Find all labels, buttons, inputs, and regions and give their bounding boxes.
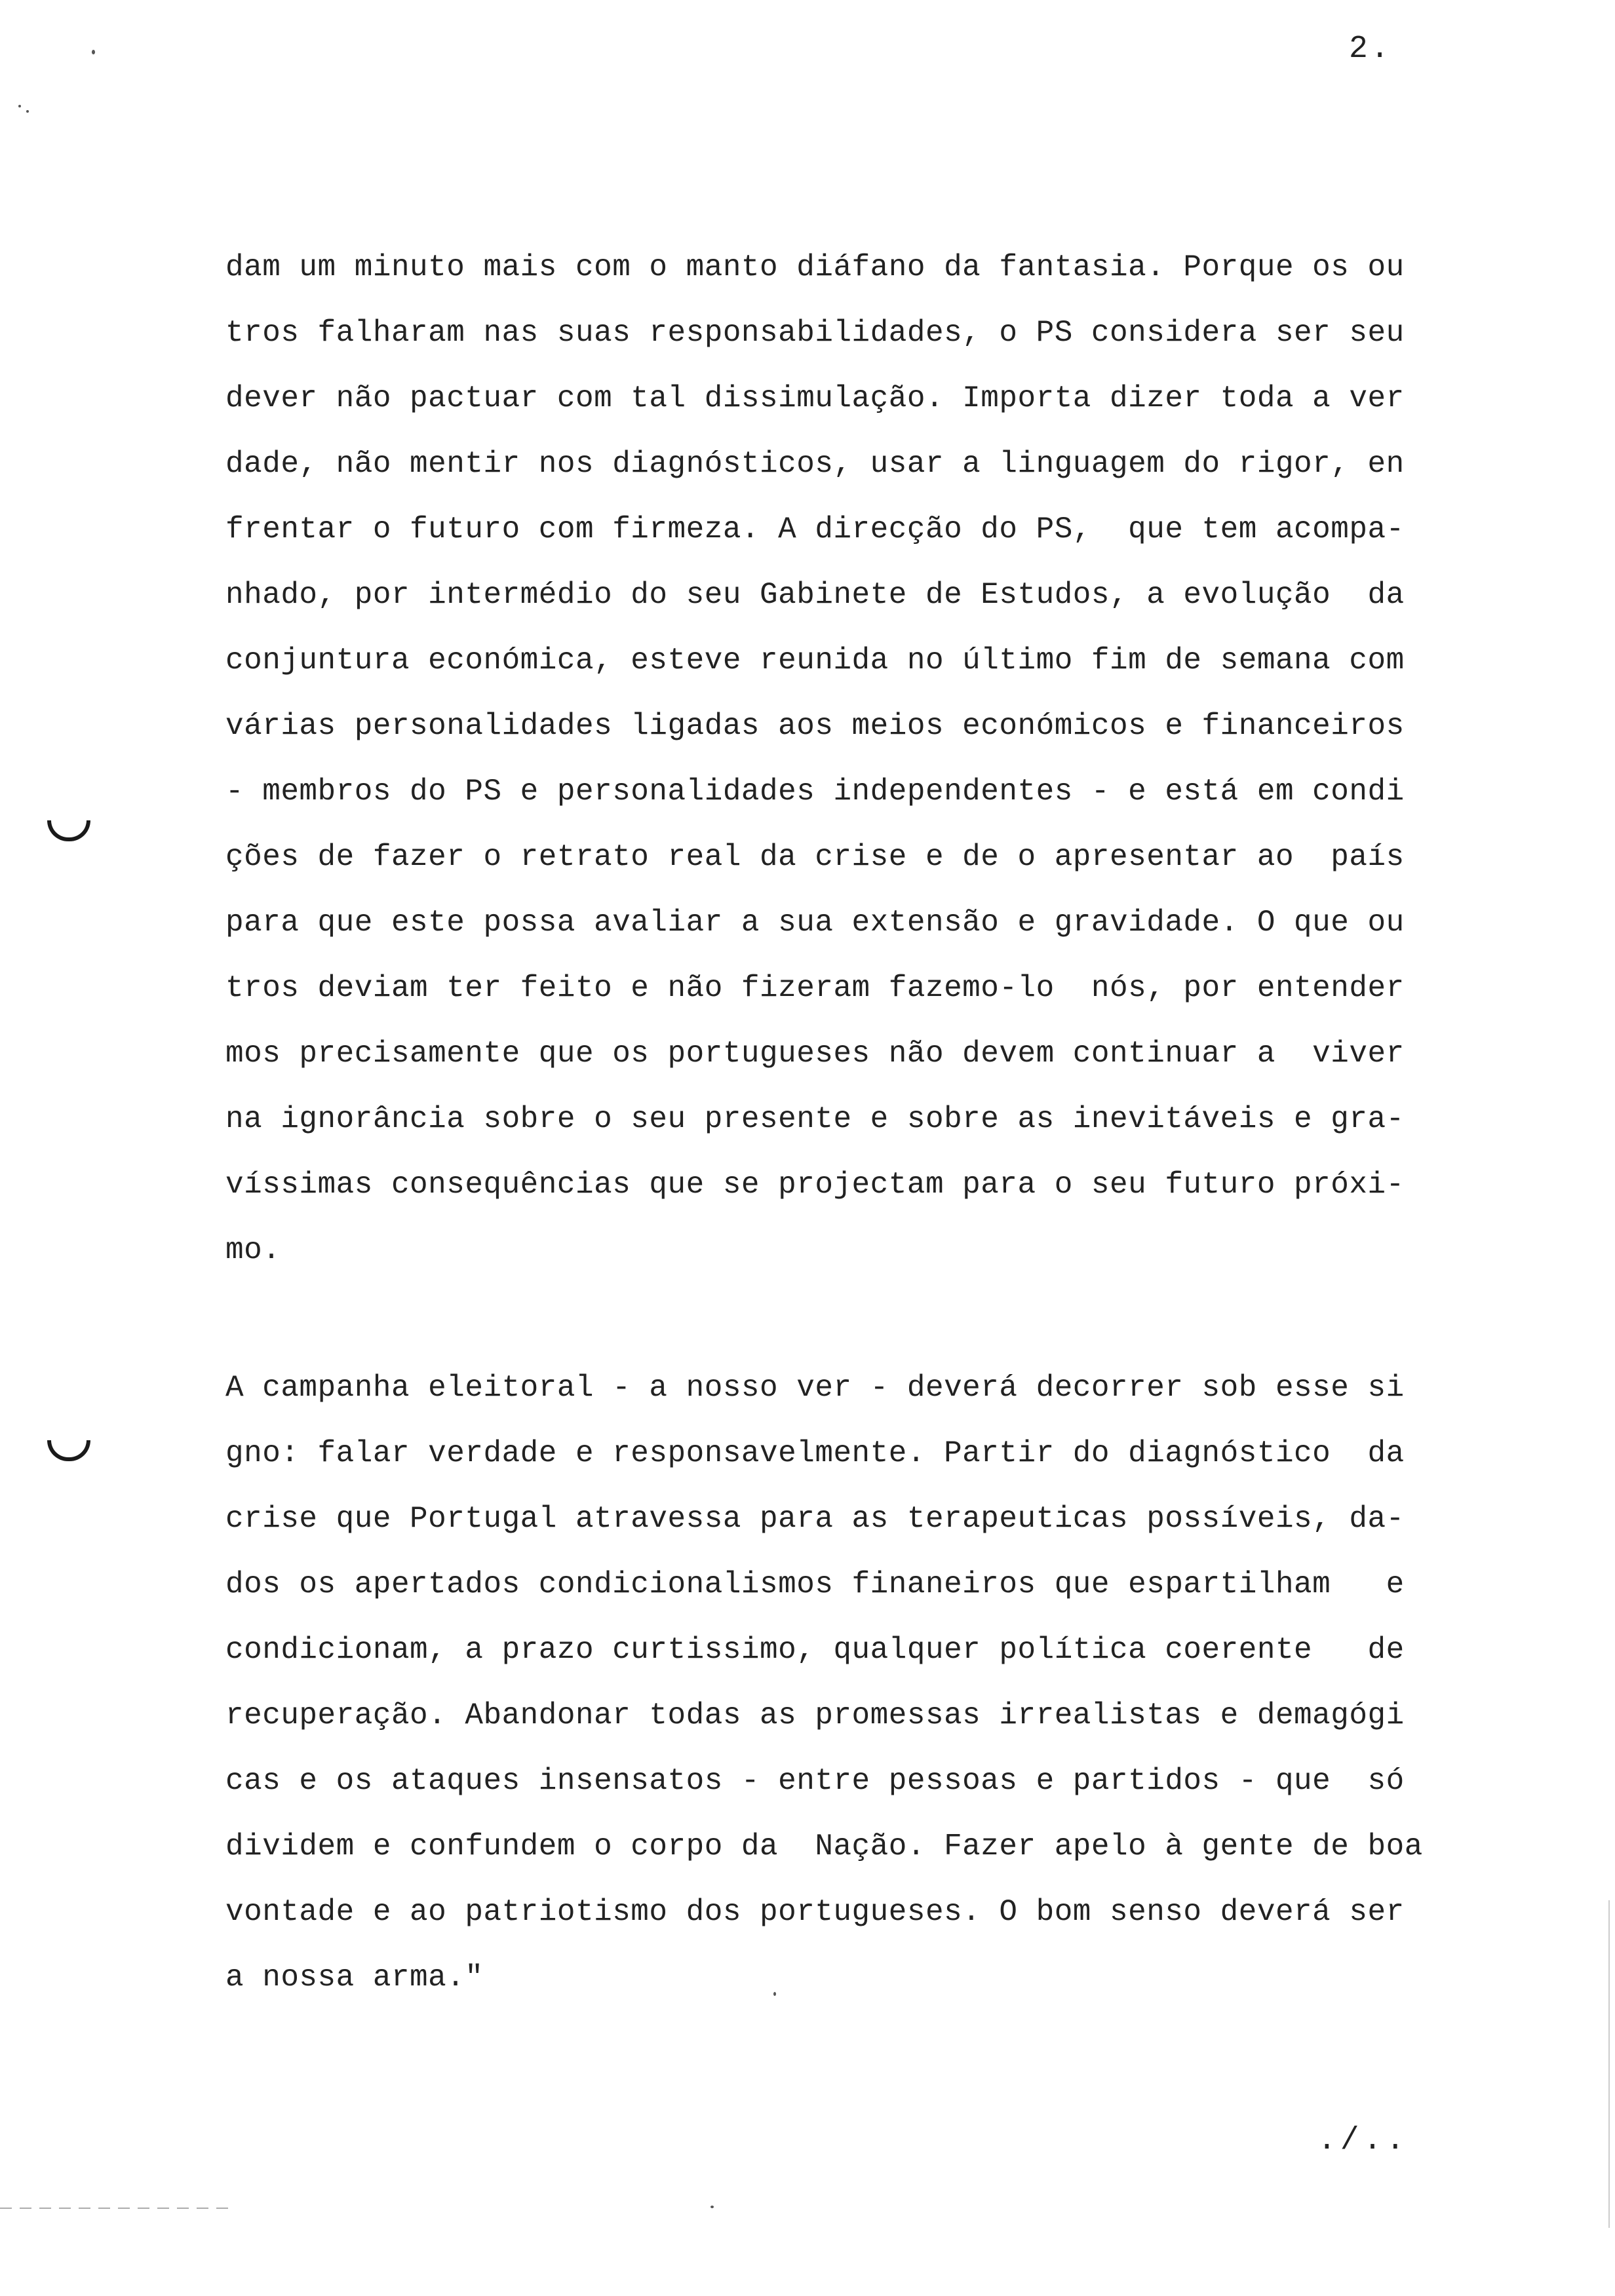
paragraph-line: dos os apertados condicionalismos finaneiros que espartilham e xyxy=(225,1567,1405,1601)
speck-mark xyxy=(26,110,29,113)
continuation-mark: ./.. xyxy=(1317,2123,1409,2158)
paragraph-line: mo. xyxy=(225,1233,281,1267)
scan-artifact-line xyxy=(0,2208,236,2209)
paragraph-line: na ignorância sobre o seu presente e sobre as inevitáveis e gra- xyxy=(225,1102,1405,1136)
punch-hole-mark xyxy=(47,1440,90,1461)
paragraph-line: dade, não mentir nos diagnósticos, usar a linguagem do rigor, en xyxy=(225,447,1405,481)
paragraph-line: dam um minuto mais com o manto diáfano da fantasia. Porque os ou xyxy=(225,250,1405,284)
paragraph-line: vontade e ao patriotismo dos portugueses. O bom senso deverá ser xyxy=(225,1895,1405,1929)
punch-hole-mark xyxy=(47,820,90,841)
paragraph-line: para que este possa avaliar a sua extensão e gravidade. O que ou xyxy=(225,906,1405,940)
speck-mark xyxy=(773,1992,776,1996)
paragraph-line: crise que Portugal atravessa para as terapeuticas possíveis, da- xyxy=(225,1502,1405,1536)
paragraph-line: A campanha eleitoral - a nosso ver - deverá decorrer sob esse si xyxy=(225,1371,1405,1405)
paragraph-line: frentar o futuro com firmeza. A direcção do PS, que tem acompa- xyxy=(225,512,1405,546)
paragraph-line: a nossa arma." xyxy=(225,1961,484,1995)
speck-mark xyxy=(92,50,95,54)
scan-edge xyxy=(1608,1900,1610,2228)
paragraph-line: tros deviam ter feito e não fizeram fazemo-lo nós, por entender xyxy=(225,971,1405,1005)
speck-mark xyxy=(710,2206,714,2208)
paragraph-line: dever não pactuar com tal dissimulação. Importa dizer toda a ver xyxy=(225,381,1405,415)
paragraph-line: - membros do PS e personalidades independentes - e está em condi xyxy=(225,775,1405,809)
paragraph-line: gno: falar verdade e responsavelmente. Partir do diagnóstico da xyxy=(225,1436,1405,1470)
paragraph-line: víssimas consequências que se projectam para o seu futuro próxi- xyxy=(225,1168,1405,1202)
paragraph-line: condicionam, a prazo curtissimo, qualquer política coerente de xyxy=(225,1633,1405,1667)
paragraph-line: tros falharam nas suas responsabilidades, o PS considera ser seu xyxy=(225,316,1405,350)
paragraph-line: cas e os ataques insensatos - entre pessoas e partidos - que só xyxy=(225,1764,1405,1798)
paragraph-line: recuperação. Abandonar todas as promessas irrealistas e demagógi xyxy=(225,1698,1405,1732)
speck-mark xyxy=(18,105,21,107)
paragraph-line: nhado, por intermédio do seu Gabinete de Estudos, a evolução da xyxy=(225,578,1405,612)
paragraph-line: mos precisamente que os portugueses não devem continuar a viver xyxy=(225,1037,1405,1071)
paragraph-line: várias personalidades ligadas aos meios económicos e financeiros xyxy=(225,709,1405,743)
page-number: 2. xyxy=(1349,31,1392,67)
paragraph-line: conjuntura económica, esteve reunida no último fim de semana com xyxy=(225,643,1405,678)
paragraph-line: ções de fazer o retrato real da crise e de o apresentar ao país xyxy=(225,840,1405,874)
paragraph-line: dividem e confundem o corpo da Nação. Fazer apelo à gente de boa xyxy=(225,1829,1423,1864)
